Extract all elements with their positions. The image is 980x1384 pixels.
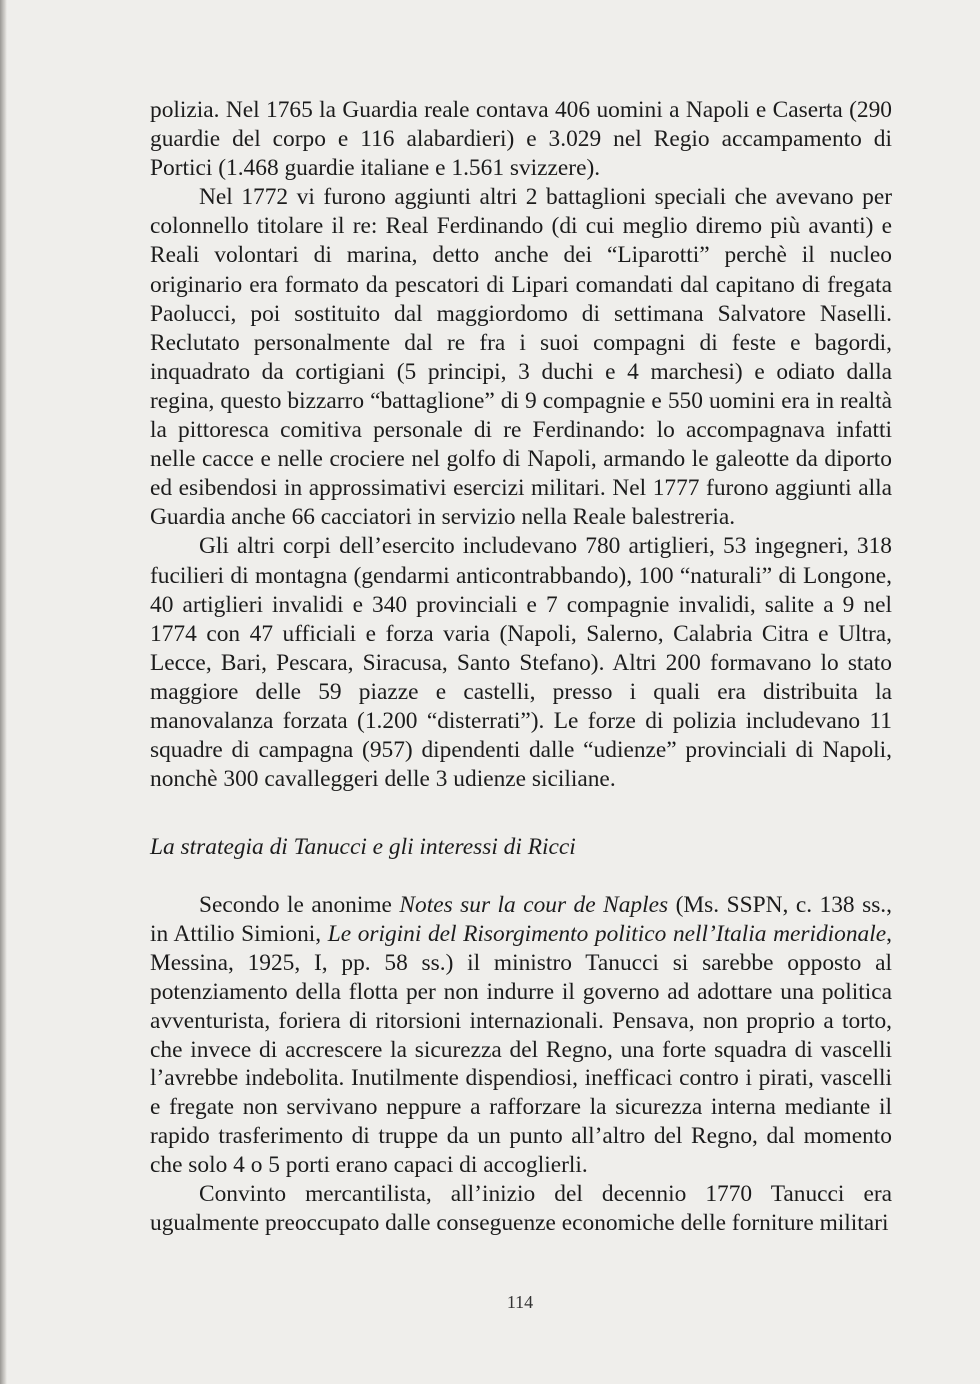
- paragraph-battaglioni-speciali: Nel 1772 vi furono aggiunti altri 2 battaglioni speciali che avevano per colonnello titolare il re: Real Ferdinando (di cui meglio diremo più avanti) e Reali volontari di marina, detto anche dei “Liparotti” perchè il nucleo originario era formato da pescatori di Lipari comandati dal capitano di fregata Paolucci, poi sostituito dal maggiordomo di settimana Salvatore Naselli. Reclutato personalmente dal re fra i suoi compagni di feste e bagordi, inquadrato da cortigiani (5 principi, 3 duchi e 4 marchesi) e odiato dalla regina, questo bizzarro “battaglione” di 9 compagnie e 550 uomini era in realtà la pittoresca comitiva personale di re Ferdinando: lo accompagnava infatti nelle cacce e nelle crociere nel golfo di Napoli, armando le galeotte da diporto ed esibendosi in approssimativi esercizi militari. Nel 1777 furono aggiunti alla Guardia anche 66 cacciatori in servizio nella Reale balestreria.: [150, 184, 892, 531]
- body-text-section-1: [150, 96, 892, 794]
- book-title-notes: Notes sur la cour de Naples: [399, 892, 669, 918]
- paragraph-guardia-reale: polizia. Nel 1765 la Guardia reale contava 406 uomini a Napoli e Caserta (290 guardie del corpo e 116 alabardieri) e 3.029 nel Regio accampamento di Portici (1.468 guardie italiane e 1.561 svizzere).: [150, 97, 892, 182]
- page-number: 114: [506, 1292, 534, 1312]
- p1-text-mid: (Ms. SSPN, c. 138 ss., in Attilio Simioni,: [150, 892, 892, 947]
- section-heading: La strategia di Tanucci e gli interessi di Ricci: [150, 834, 576, 860]
- paragraph-notes-sur-la-cour: [150, 891, 892, 1180]
- body-text-section-2: [150, 891, 892, 1238]
- p1-text-start: Secondo le anonime: [199, 892, 400, 918]
- paragraph-mercantilista: Convinto mercantilista, all’inizio del decennio 1770 Tanucci era ugualmente preoccupato dalle conseguenze economiche delle forniture militari: [150, 1181, 892, 1236]
- page-edge-shadow: [0, 0, 7, 1384]
- book-title-origini: Le origini del Risorgimento politico nell’Italia meridionale: [327, 920, 887, 947]
- paragraph-altri-corpi: Gli altri corpi dell’esercito includevano 780 artiglieri, 53 ingegneri, 318 fucilieri di montagna (gendarmi anticontrabbando), 100 “naturali” di Longone, 40 artiglieri invalidi e 340 provinciali e 7 compagnie invalidi, salite a 9 nel 1774 con 47 ufficiali e forza varia (Napoli, Salerno, Calabria Citra e Ultra, Lecce, Bari, Pescara, Siracusa, Santo Stefano). Altri 200 formavano lo stato maggiore delle 59 piazze e castelli, presso i quali era distribuita la manovalanza forzata (1.200 “disterrati”). Le forze di polizia includevano 11 squadre di campagna (957) dipendenti dalle “udienze” provinciali di Napoli, nonchè 300 cavalleggeri delle 3 udienze siciliane.: [150, 533, 892, 793]
- p1-text-end: , Messina, 1925, I, pp. 58 ss.) il ministro Tanucci si sarebbe opposto al potenziamento della flotta per non indurre il governo ad adottare una politica avventurista, foriera di ritorsioni internazionali. Pensava, non proprio a torto, che invece di accrescere la sicurezza del Regno, una forte squadra di vascelli l’avrebbe indebolita. Inutilmente dispendiosi, inefficaci contro i pirati, vascelli e fregate non servivano neppure a rafforzare la sicurezza interna mediante il rapido trasferimento di truppe da un punto all’altro del Regno, dal momento che solo 4 o 5 porti erano capaci di accoglierli.: [150, 920, 892, 1179]
